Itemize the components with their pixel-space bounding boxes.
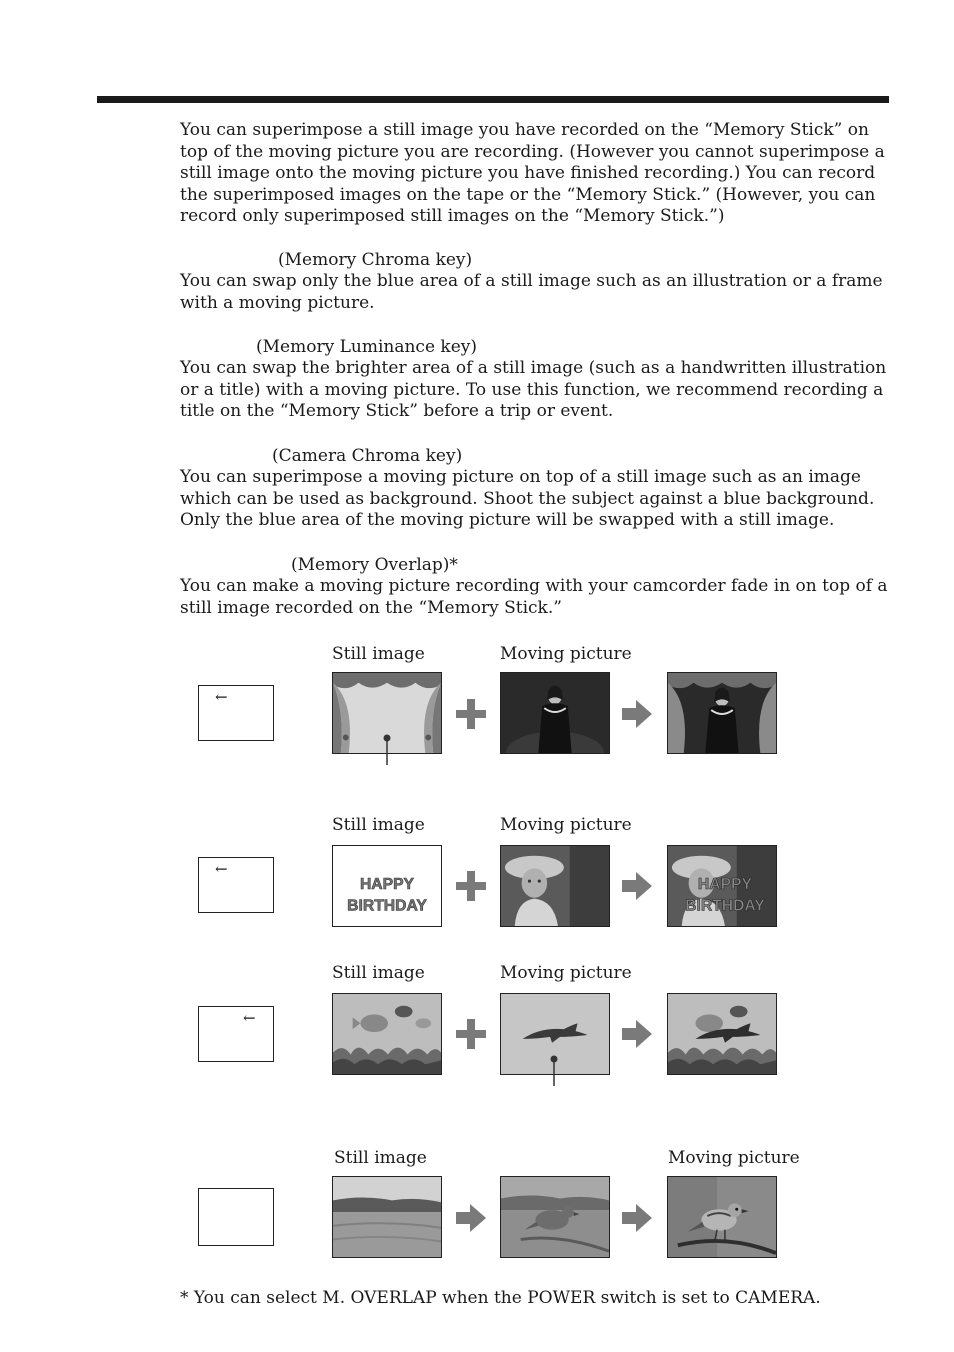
row3-still-caption: Still image xyxy=(332,963,425,983)
intro-paragraph: You can superimpose a still image you have recorded on the “Memory Stick” on top of the moving picture you are recording. (However you cannot superimpose a still image onto the moving picture you have finished recording.) You can record the superimposed images on the tape or the “Memory Stick.” (However, you can record only superimposed still images on the “Memory Stick.”) xyxy=(180,120,885,227)
mode-term-memory-chroma-key: (Memory Chroma key) xyxy=(278,250,473,270)
mode-desc-memory-luminance-key: You can swap the brighter area of a still image (such as a handwritten illustration or a title) with a moving picture. To use this function, we recommend recording a title on the “Memory Stick” before a trip or event. xyxy=(180,358,887,422)
row3-callout-pointer xyxy=(548,1054,560,1086)
row2-still-caption: Still image xyxy=(332,815,425,835)
row1-moving-caption: Moving picture xyxy=(500,644,632,664)
row3-menu-box xyxy=(198,1006,274,1062)
row1-callout-pointer xyxy=(381,733,393,765)
arrow-left-icon: ← xyxy=(215,688,228,706)
right-arrow-icon xyxy=(456,1203,486,1233)
plus-icon xyxy=(456,1019,486,1049)
mode-term-memory-overlap: (Memory Overlap)* xyxy=(291,555,458,575)
title-line-birthday: BIRTHDAY xyxy=(347,897,427,915)
plus-icon xyxy=(456,871,486,901)
row2-menu-box xyxy=(198,857,274,913)
footnote: * You can select M. OVERLAP when the POWER switch is set to CAMERA. xyxy=(180,1288,821,1308)
fade-bird-image xyxy=(500,1176,610,1258)
mode-term-memory-luminance-key: (Memory Luminance key) xyxy=(256,337,477,357)
singer-image xyxy=(500,672,610,754)
landscape-image xyxy=(332,1176,442,1258)
bird-image xyxy=(667,1176,777,1258)
row4-moving-caption: Moving picture xyxy=(668,1148,800,1168)
mode-term-camera-chroma-key: (Camera Chroma key) xyxy=(272,446,463,466)
plus-icon xyxy=(456,699,486,729)
title-line-happy-overlay: HAPPY xyxy=(697,875,752,893)
dolphin-in-aquarium-image xyxy=(667,993,777,1075)
row3-moving-caption: Moving picture xyxy=(500,963,632,983)
title-line-birthday-overlay: BIRTHDAY xyxy=(685,897,765,915)
girl-hat-image xyxy=(500,845,610,927)
right-arrow-icon xyxy=(622,1203,652,1233)
right-arrow-icon xyxy=(622,699,652,729)
happy-birthday-title-image xyxy=(332,845,442,927)
arrow-left-icon: ← xyxy=(243,1009,256,1027)
row1-still-caption: Still image xyxy=(332,644,425,664)
right-arrow-icon xyxy=(622,1019,652,1049)
singer-on-stage-image xyxy=(667,672,777,754)
row1-menu-box xyxy=(198,685,274,741)
mode-desc-camera-chroma-key: You can superimpose a moving picture on top of a still image such as an image which can be used as background. Shoot the subject against a blue background. Only the blue area of the moving picture will be swapped with a still image. xyxy=(180,467,875,531)
mode-desc-memory-chroma-key: You can swap only the blue area of a still image such as an illustration or a frame with a moving picture. xyxy=(180,271,883,313)
girl-with-title-image xyxy=(667,845,777,927)
row4-menu-box xyxy=(198,1188,274,1246)
right-arrow-icon xyxy=(622,871,652,901)
row2-moving-caption: Moving picture xyxy=(500,815,632,835)
row4-still-caption: Still image xyxy=(334,1148,427,1168)
title-line-happy: HAPPY xyxy=(359,875,415,893)
header-rule xyxy=(97,96,889,103)
aquarium-fish-image xyxy=(332,993,442,1075)
arrow-left-icon: ← xyxy=(215,860,228,878)
mode-desc-memory-overlap: You can make a moving picture recording with your camcorder fade in on top of a still image recorded on the “Memory Stick.” xyxy=(180,576,888,618)
